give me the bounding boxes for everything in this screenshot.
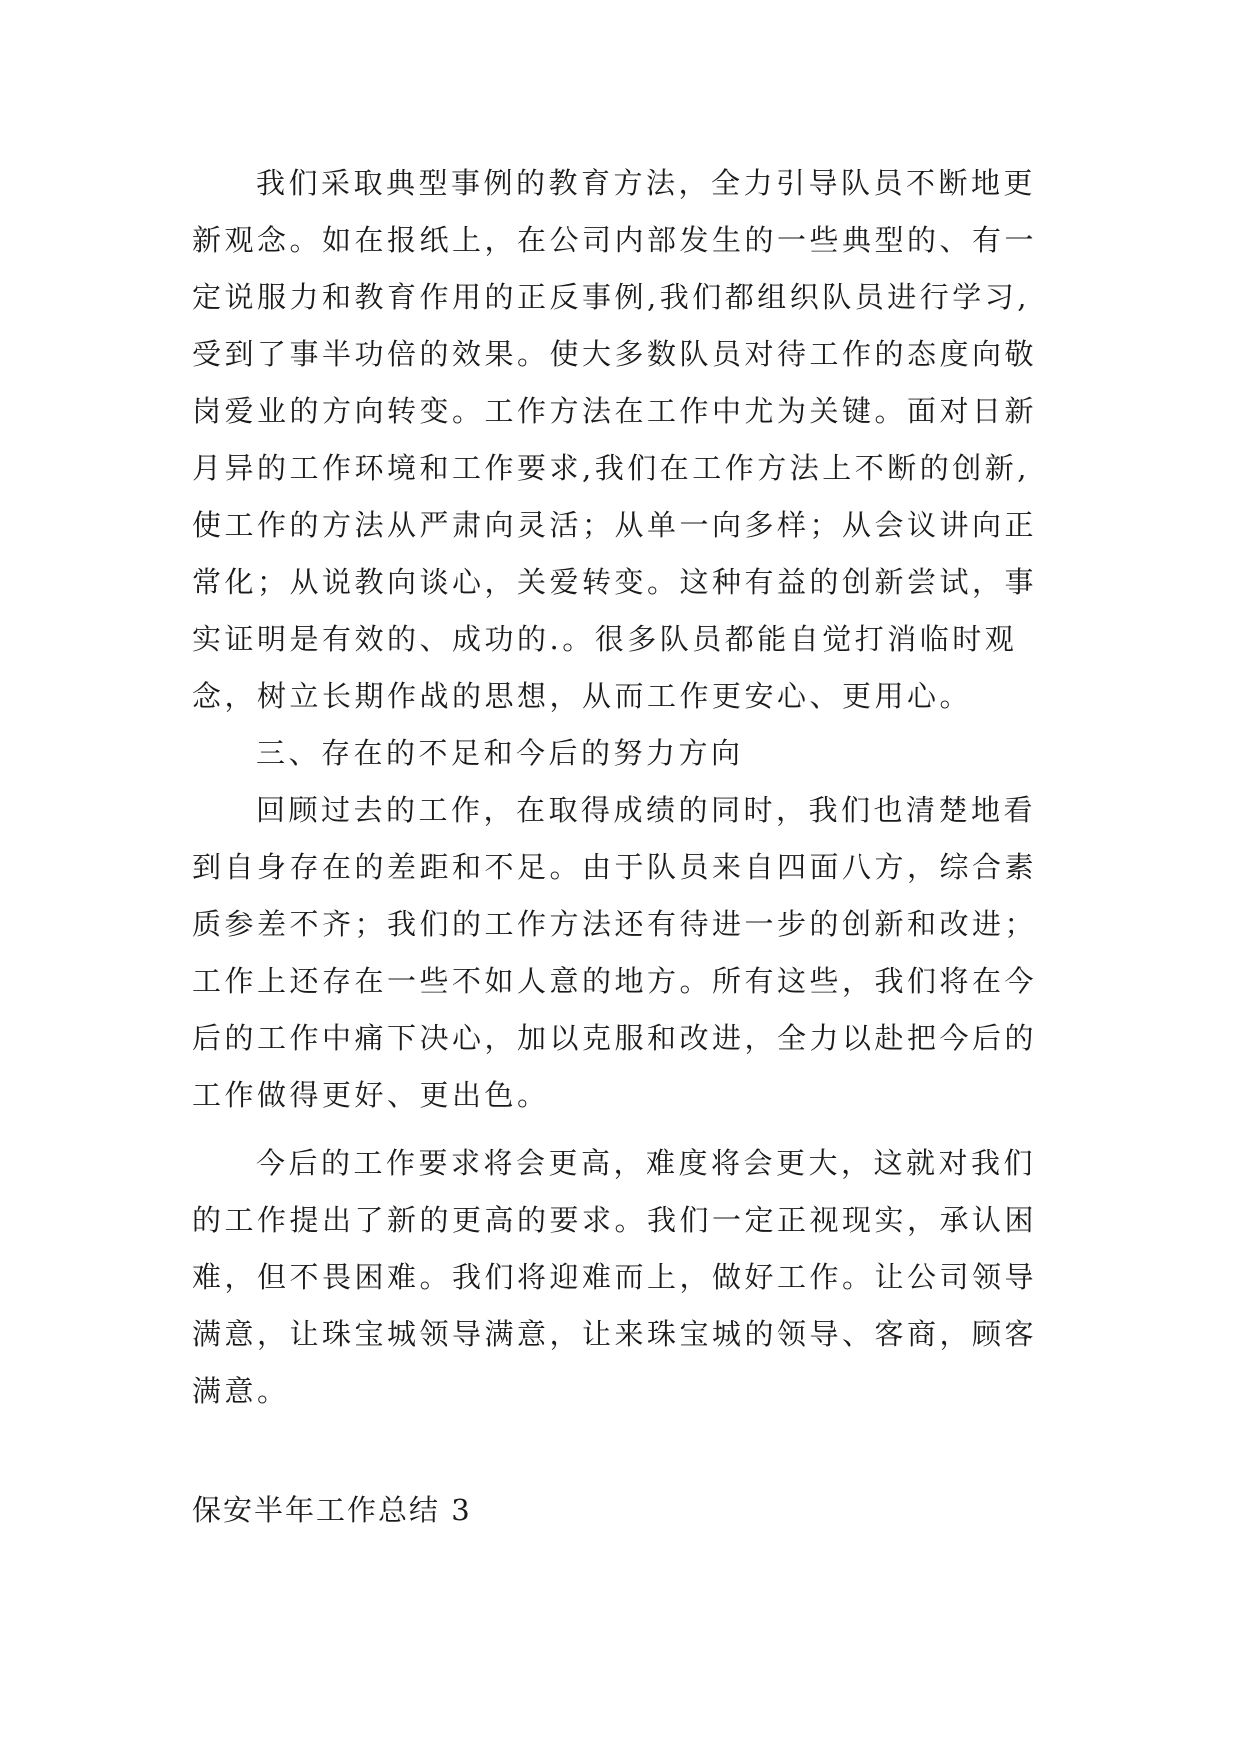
paragraph-line: 今后的工作要求将会更高，难度将会更大，这就对我们 (256, 1146, 1037, 1180)
paragraph-line: 定说服力和教育作用的正反事例,我们都组织队员进行学习, (192, 280, 1030, 314)
paragraph-line: 工作做得更好、更出色。 (192, 1078, 550, 1112)
paragraph-line: 满意。 (192, 1374, 290, 1408)
paragraph-line: 满意，让珠宝城领导满意，让来珠宝城的领导、客商，顾客 (192, 1317, 1038, 1351)
paragraph-line: 常化；从说教向谈心，关爱转变。这种有益的创新尝试，事 (192, 565, 1038, 599)
paragraph-line: 月异的工作环境和工作要求,我们在工作方法上不断的创新, (192, 451, 1030, 485)
paragraph-line: 工作上还存在一些不如人意的地方。所有这些，我们将在今 (192, 964, 1038, 998)
paragraph-line: 后的工作中痛下决心，加以克服和改进，全力以赴把今后的 (192, 1021, 1038, 1055)
paragraph-line: 念，树立长期作战的思想，从而工作更安心、更用心。 (192, 679, 973, 713)
paragraph-line: 到自身存在的差距和不足。由于队员来自四面八方，综合素 (192, 850, 1038, 884)
paragraph-line: 新观念。如在报纸上，在公司内部发生的一些典型的、有一 (192, 223, 1038, 257)
paragraph-line: 难，但不畏困难。我们将迎难而上，做好工作。让公司领导 (192, 1260, 1038, 1294)
paragraph-line: 受到了事半功倍的效果。使大多数队员对待工作的态度向敬 (192, 337, 1038, 371)
paragraph-line: 我们采取典型事例的教育方法，全力引导队员不断地更 (256, 166, 1037, 200)
paragraph-line: 质参差不齐；我们的工作方法还有待进一步的创新和改进； (192, 907, 1038, 941)
paragraph-line: 回顾过去的工作，在取得成绩的同时，我们也清楚地看 (256, 793, 1037, 827)
paragraph-line: 岗爱业的方向转变。工作方法在工作中尤为关键。面对日新 (192, 394, 1038, 428)
section-heading: 三、存在的不足和今后的努力方向 (256, 736, 744, 770)
paragraph-line: 的工作提出了新的更高的要求。我们一定正视现实，承认困 (192, 1203, 1038, 1237)
paragraph-line: 使工作的方法从严肃向灵活；从单一向多样；从会议讲向正 (192, 508, 1038, 542)
document-section-title: 保安半年工作总结 3 (192, 1493, 472, 1527)
paragraph-line: 实证明是有效的、成功的.。很多队员都能自觉打消临时观 (192, 622, 1018, 656)
